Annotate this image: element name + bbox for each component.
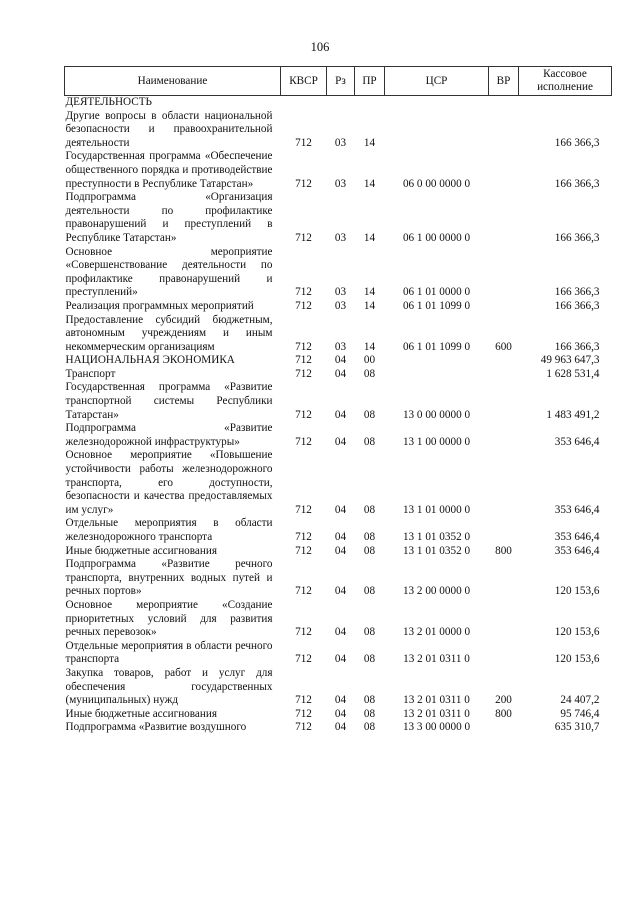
table-row [65,422,612,449]
row-vr [489,354,519,368]
row-pr: 08 [363,585,376,598]
row-name: Основное мероприятие «Создание приоритетных условий для развития речных перевозок» [65,598,273,639]
row-csr [385,110,489,151]
row-vr [489,721,519,735]
row-amount: 120 153,6 [554,626,600,639]
row-name: Подпрограмма «Организация деятельности по профилактике правонарушений и преступлений в Республике Татарстан» [65,191,273,244]
row-amount: 120 153,6 [554,653,600,666]
row-vr: 200 [495,694,512,707]
row-pr: 08 [363,544,376,557]
row-rz [327,96,355,110]
table-row [65,640,612,667]
row-kvsr: 712 [295,531,312,543]
row-amount: 1 628 531,4 [546,367,600,380]
row-amount: 353 646,4 [554,503,600,516]
header-rz: Рз [327,67,355,96]
row-name: Предоставление субсидий бюджетным, автономным учреждениям и иным некоммерческим организациям [65,313,273,353]
page-number: 106 [310,40,330,54]
row-amount: 166 366,3 [554,286,600,299]
row-pr: 08 [363,408,376,421]
row-name: Транспорт [65,367,116,380]
row-amount: 49 963 647,3 [540,354,600,367]
row-csr: 13 1 01 0352 0 [402,531,471,543]
row-name: Подпрограмма «Развитие железнодорожной инфраструктуры» [65,422,273,448]
row-pr: 08 [363,707,376,720]
row-amount: 166 366,3 [554,340,600,353]
row-name: Другие вопросы в области национальной безопасности и правоохранительной деятельности [65,109,273,149]
table-row [65,150,612,191]
header-amount: Кассовое исполнение [519,67,612,96]
table-row [65,449,612,517]
row-pr: 08 [363,435,376,448]
row-csr: 13 2 01 0311 0 [403,653,470,666]
table-row [65,381,612,422]
table-row [65,721,612,735]
row-name: Отдельные мероприятия в области железнодорожного транспорта [65,517,273,543]
row-kvsr: 712 [295,435,312,448]
row-vr [489,96,519,110]
table-row [65,354,612,368]
row-pr: 14 [363,177,376,190]
row-rz: 04 [334,367,347,380]
row-pr: 00 [363,354,376,367]
row-name: Государственная программа «Развитие транспортной системы Республики Татарстан» [65,381,273,421]
table-row [65,545,612,559]
row-pr: 08 [363,694,376,707]
row-csr [385,368,489,382]
row-amount: 166 366,3 [554,177,600,190]
table-row [65,558,612,599]
row-rz: 04 [334,694,347,707]
row-csr: 13 1 00 0000 0 [402,435,471,448]
row-kvsr: 712 [295,286,312,299]
row-rz: 04 [334,503,347,516]
row-csr: 06 1 01 1099 0 [402,299,471,312]
row-rz: 03 [334,299,347,312]
row-kvsr: 712 [295,721,312,734]
table-row [65,191,612,245]
row-name: Основное мероприятие «Повышение устойчивости работы железнодорожного транспорта, его доступности, безопасности и качества предоставляемых им услуг» [65,449,273,516]
row-kvsr: 712 [295,707,312,720]
row-name: Государственная программа «Обеспечение общественного порядка и противодействие преступности в Республике Татарстан» [65,150,273,190]
row-csr [385,354,489,368]
row-pr: 08 [363,367,376,380]
row-name: Подпрограмма «Развитие речного транспорта, внутренних водных путей и речных портов» [65,558,273,598]
row-vr [489,191,519,245]
row-name: Отдельные мероприятия в области речного транспорта [65,639,273,666]
row-name: ДЕЯТЕЛЬНОСТЬ [65,96,152,108]
row-kvsr: 712 [295,231,312,244]
budget-execution-table [64,66,612,735]
row-rz: 04 [334,435,347,448]
table-row [65,300,612,314]
row-csr: 06 1 01 1099 0 [402,340,471,353]
row-pr: 08 [363,531,376,543]
row-vr [489,449,519,517]
table-row [65,517,612,544]
row-vr [489,300,519,314]
row-amount [519,96,612,110]
row-pr: 14 [363,286,376,299]
row-kvsr: 712 [295,503,312,516]
row-vr: 800 [495,707,512,720]
row-amount: 353 646,4 [554,435,600,448]
row-kvsr: 712 [295,177,312,190]
row-rz: 04 [334,626,347,639]
row-rz: 04 [334,408,347,421]
table-row [65,599,612,640]
table-row [65,708,612,722]
row-amount: 1 483 491,2 [546,408,600,421]
row-amount: 24 407,2 [560,694,600,707]
row-rz: 03 [334,340,347,353]
row-amount: 166 366,3 [554,231,600,244]
row-csr: 13 1 01 0000 0 [402,503,471,516]
header-vr: ВР [489,67,519,96]
row-amount: 353 646,4 [554,544,600,557]
row-name: Иные бюджетные ассигнования [65,707,217,720]
row-name: Иные бюджетные ассигнования [65,544,217,557]
row-csr: 06 0 00 0000 0 [402,177,471,190]
table-row [65,314,612,355]
row-csr: 06 1 00 0000 0 [402,231,471,244]
row-csr: 13 3 00 0000 0 [402,721,471,734]
table-row [65,667,612,708]
row-vr [489,246,519,300]
row-name: Реализация программных мероприятий [65,299,254,312]
row-vr: 800 [495,544,512,557]
row-vr [489,422,519,449]
row-vr [489,110,519,151]
table-body [65,96,612,735]
row-rz: 04 [334,653,347,666]
table-row [65,110,612,151]
row-vr: 600 [495,340,512,353]
row-csr: 06 1 01 0000 0 [402,286,471,299]
row-vr [489,517,519,544]
row-kvsr: 712 [295,354,312,367]
row-csr: 13 0 00 0000 0 [402,408,471,421]
row-pr: 14 [363,231,376,244]
row-csr: 13 2 01 0311 0 [403,694,470,707]
row-pr: 14 [363,136,376,149]
row-vr [489,640,519,667]
row-rz: 03 [334,286,347,299]
row-kvsr: 712 [295,653,312,666]
row-kvsr: 712 [295,585,312,598]
header-kvsr: КВСР [281,67,327,96]
row-rz: 04 [334,707,347,720]
row-pr: 08 [363,503,376,516]
row-rz: 04 [334,531,347,543]
row-csr [385,96,489,110]
row-csr: 13 2 01 0311 0 [403,707,470,720]
header-csr: ЦСР [385,67,489,96]
row-kvsr: 712 [295,299,312,312]
row-kvsr [281,96,327,110]
row-pr [355,96,385,110]
row-kvsr: 712 [295,626,312,639]
row-amount: 166 366,3 [554,299,600,312]
row-name: НАЦИОНАЛЬНАЯ ЭКОНОМИКА [65,354,235,367]
row-kvsr: 712 [295,136,312,149]
row-csr: 13 2 01 0000 0 [402,626,471,639]
row-rz: 03 [334,136,347,149]
table-header-row [65,67,612,96]
header-name: Наименование [65,67,281,96]
row-kvsr: 712 [295,408,312,421]
row-rz: 04 [334,721,347,734]
row-rz: 04 [334,354,347,367]
row-pr: 08 [363,626,376,639]
row-vr [489,150,519,191]
row-vr [489,599,519,640]
row-amount: 120 153,6 [554,585,600,598]
row-csr: 13 2 00 0000 0 [402,585,471,598]
row-rz: 04 [334,585,347,598]
row-name: Закупка товаров, работ и услуг для обеспечения государственных (муниципальных) нужд [65,666,273,707]
row-amount: 95 746,4 [560,707,600,720]
row-name: Основное мероприятие «Совершенствование деятельности по профилактике правонарушений и преступлений» [65,245,273,299]
table-row [65,96,612,110]
table-row [65,246,612,300]
row-pr: 14 [363,299,376,312]
row-pr: 08 [363,653,376,666]
row-vr [489,368,519,382]
row-csr: 13 1 01 0352 0 [402,544,471,557]
row-amount: 635 310,7 [554,721,600,734]
row-vr [489,381,519,422]
header-pr: ПР [355,67,385,96]
table-row [65,368,612,382]
row-pr: 14 [363,340,376,353]
row-vr [489,558,519,599]
row-rz: 03 [334,231,347,244]
row-rz: 04 [334,544,347,557]
row-rz: 03 [334,177,347,190]
row-kvsr: 712 [295,544,312,557]
row-kvsr: 712 [295,367,312,380]
row-amount: 166 366,3 [554,136,600,149]
row-kvsr: 712 [295,694,312,707]
row-pr: 08 [363,721,376,734]
row-amount: 353 646,4 [554,531,600,543]
row-kvsr: 712 [295,340,312,353]
row-name: Подпрограмма «Развитие воздушного [65,721,247,734]
